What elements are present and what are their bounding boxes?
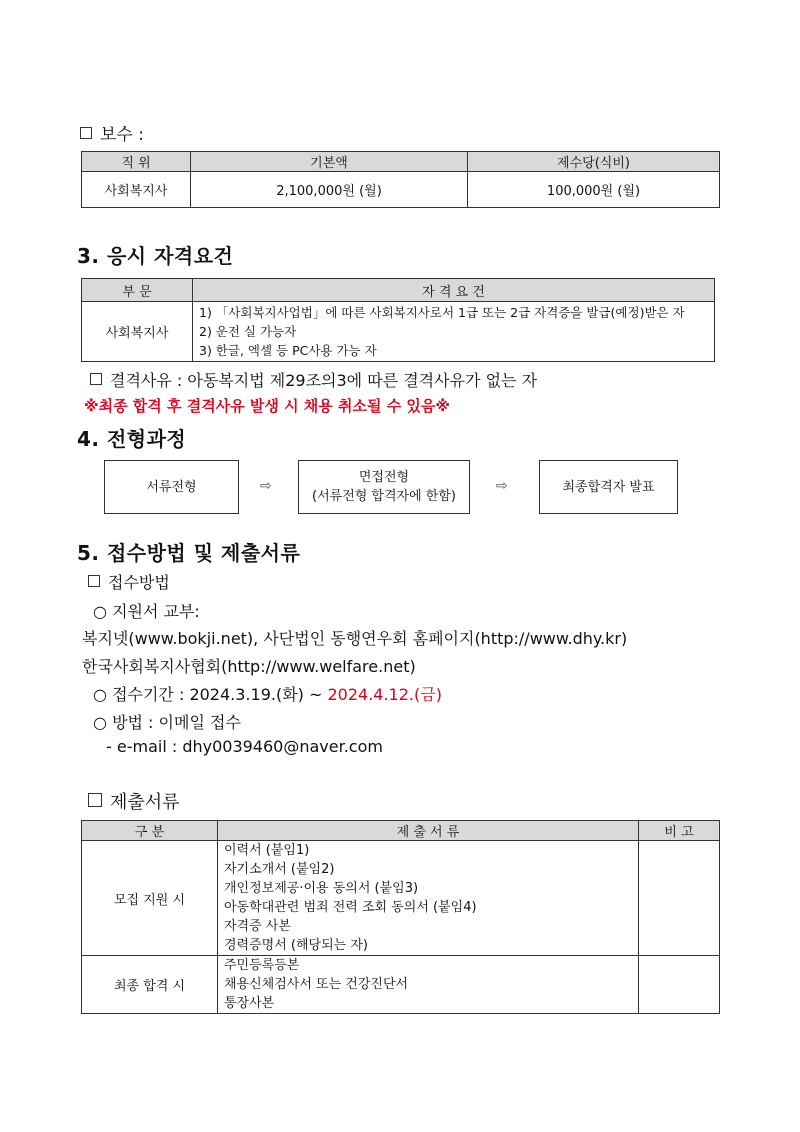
salary-position: 사회복지사 — [82, 172, 191, 208]
qualification-header-dept: 부 문 — [82, 279, 193, 302]
qualification-item: 2) 운전 실 가능자 — [199, 324, 297, 339]
method-subheading: 접수방법 — [88, 570, 170, 593]
form-sources-line1: 복지넷(www.bokji.net), 사단법인 동행연우회 홈페이지(http://www.dhy.kr) — [82, 629, 628, 648]
list-item: 아동학대관련 범죄 전력 조회 동의서 (붙임4) — [224, 900, 477, 915]
circle-bullet-icon: ○ — [93, 685, 107, 704]
list-item: 이력서 (붙임1) — [224, 843, 310, 858]
qualification-heading: 3. 응시 자격요건 — [77, 244, 234, 268]
documents-header-docs: 제 출 서 류 — [218, 821, 639, 841]
qualification-dept: 사회복지사 — [82, 302, 193, 362]
list-item: 채용신체검사서 또는 건강진단서 — [224, 977, 409, 992]
qualification-table — [81, 278, 715, 362]
salary-header-base: 기본액 — [191, 152, 468, 172]
documents-table — [81, 820, 720, 1014]
list-item: 주민등록등본 — [224, 958, 300, 973]
period-end-date: 2024.4.12.(금) — [327, 685, 442, 704]
circle-bullet-icon: ○ — [93, 602, 107, 621]
form-sources-line2: 한국사회복지사협회(http://www.welfare.net) — [82, 657, 416, 676]
list-item: 자격증 사본 — [224, 919, 291, 934]
qualification-items — [193, 302, 715, 362]
documents-final-note — [639, 956, 720, 1014]
list-item: 개인정보제공·이용 동의서 (붙임3) — [224, 881, 419, 896]
checkbox-square-icon — [88, 793, 102, 807]
process-step-final: 최종합격자 발표 — [539, 460, 678, 514]
process-step-documents: 서류전형 — [104, 460, 239, 514]
documents-heading: 제출서류 — [88, 788, 180, 814]
application-heading: 5. 접수방법 및 제출서류 — [77, 541, 301, 565]
period-line: ○ 접수기간 : 2024.3.19.(화) ~ 2024.4.12.(금) — [93, 685, 442, 704]
checkbox-square-icon — [80, 127, 92, 139]
method-line: ○ 방법 : 이메일 접수 — [93, 713, 241, 732]
salary-header-position: 직 위 — [82, 152, 191, 172]
circle-bullet-icon: ○ — [93, 713, 107, 732]
cancellation-notice: ※최종 합격 후 결격사유 발생 시 채용 취소될 수 있음※ — [84, 397, 450, 415]
arrow-right-icon: ⇨ — [260, 478, 272, 494]
documents-final-label: 최종 합격 시 — [82, 956, 218, 1014]
documents-header-note: 비 고 — [639, 821, 720, 841]
salary-header-allowance: 제수당(식비) — [468, 152, 720, 172]
checkbox-square-icon — [88, 575, 100, 587]
documents-apply-label: 모집 지원 시 — [82, 841, 218, 956]
process-heading: 4. 전형과정 — [77, 427, 187, 451]
qualification-item: 3) 한글, 엑셀 등 PC사용 가능 자 — [199, 343, 377, 358]
arrow-right-icon: ⇨ — [496, 478, 508, 494]
email-line: - e-mail : dhy0039460@naver.com — [106, 737, 383, 756]
disqualification-line: 결격사유 : 아동복지법 제29조의3에 따른 결격사유가 없는 자 — [90, 368, 537, 391]
salary-heading: 보수 : — [80, 120, 144, 145]
salary-table — [81, 151, 720, 208]
process-step-interview: 면접전형 (서류전형 합격자에 한함) — [298, 460, 470, 514]
form-label-line: ○ 지원서 교부: — [93, 602, 200, 621]
salary-allowance: 100,000원 (월) — [468, 172, 720, 208]
qualification-item: 1) 「사회복지사업법」에 따른 사회복지사로서 1급 또는 2급 자격증을 발급(예정)받은 자 — [199, 305, 685, 320]
documents-header-category: 구 분 — [82, 821, 218, 841]
documents-apply-note — [639, 841, 720, 956]
list-item: 통장사본 — [224, 996, 275, 1011]
qualification-header-req: 자 격 요 건 — [193, 279, 715, 302]
checkbox-square-icon — [90, 373, 102, 385]
documents-apply-list — [218, 841, 639, 956]
documents-final-list — [218, 956, 639, 1014]
list-item: 경력증명서 (해당되는 자) — [224, 938, 368, 953]
list-item: 자기소개서 (붙임2) — [224, 862, 335, 877]
salary-base: 2,100,000원 (월) — [191, 172, 468, 208]
